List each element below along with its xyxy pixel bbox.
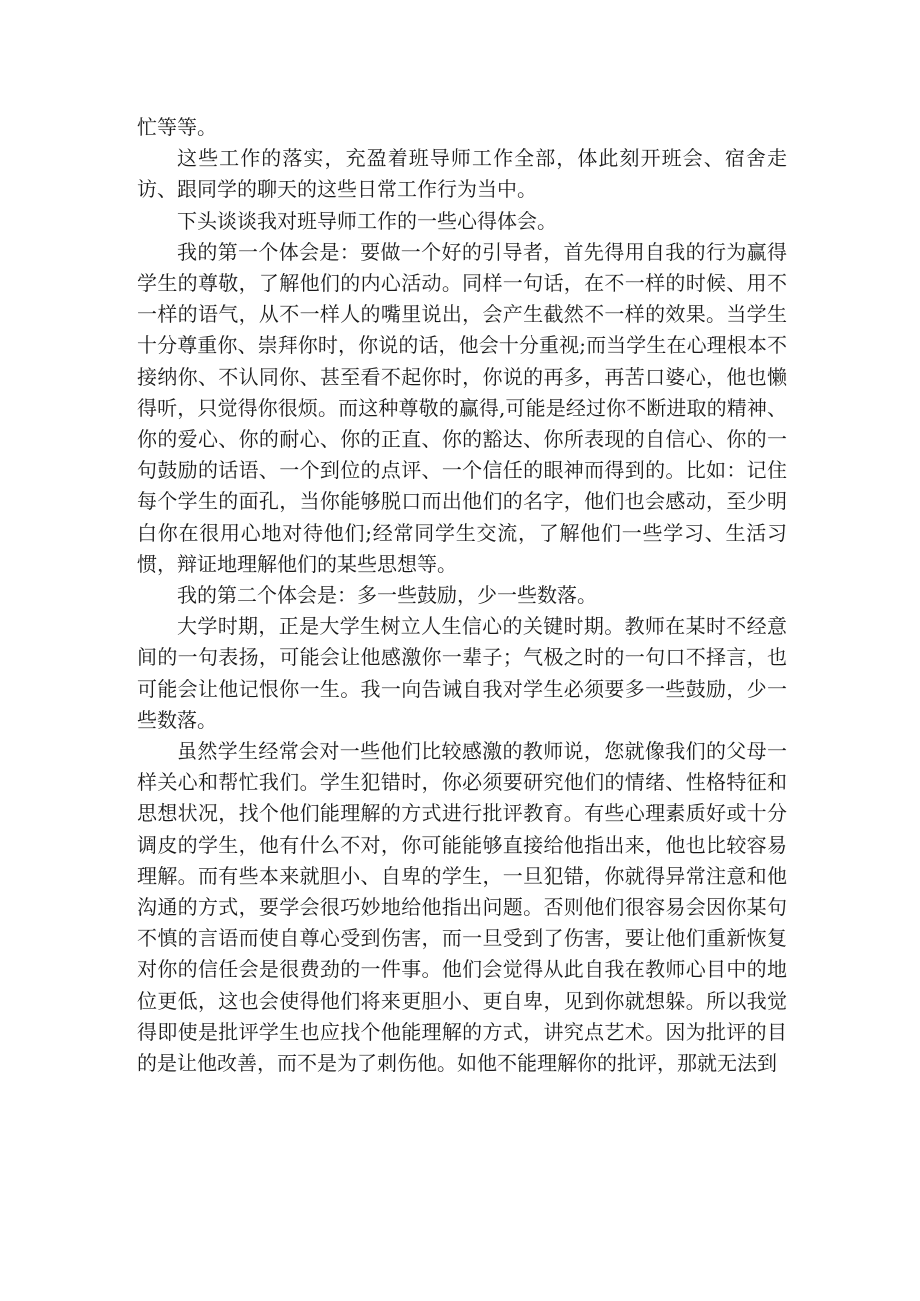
paragraph-intro-experience: 下头谈谈我对班导师工作的一些心得体会。: [177, 208, 557, 233]
paragraph-university-period: 大学时期，正是大学生树立人生信心的关键时期。教师在某时不经意间的一句表扬，可能会让他感激你一辈子；气极之时的一句口不择言，也可能会让他记恨你一生。我一向告诫自我对学生必须要多一些鼓励，少一些数落。: [137, 614, 787, 732]
paragraph-second-experience-heading: 我的第二个体会是：多一些鼓励，少一些数落。: [177, 583, 597, 608]
document-page: [137, 112, 787, 1079]
paragraph-continuation: 忙等等。: [137, 115, 217, 139]
paragraph-first-experience: 我的第一个体会是：要做一个好的引导者，首先得用自我的行为赢得学生的尊敬，了解他们的内心活动。同样一句话，在不一样的时候、用不一样的语气，从不一样人的嘴里说出，会产生截然不一样的效果。当学生十分尊重你、崇拜你时，你说的话，他会十分重视;而当学生在心理根本不接纳你、不认同你、甚至看不起你时，你说的再多，再苦口婆心，他也懒得听，只觉得你很烦。而这种尊敬的赢得,可能是经过你不断进取的精神、你的爱心、你的耐心、你的正直、你的豁达、你所表现的自信心、你的一句鼓励的话语、一个到位的点评、一个信任的眼神而得到的。比如：记住每个学生的面孔，当你能够脱口而出他们的名字，他们也会感动，至少明白你在很用心地对待他们;经常同学生交流，了解他们一些学习、生活习惯，辩证地理解他们的某些思想等。: [137, 239, 787, 576]
paragraph-criticism-method: 虽然学生经常会对一些他们比较感激的教师说，您就像我们的父母一样关心和帮忙我们。学生犯错时，你必须要研究他们的情绪、性格特征和思想状况，找个他们能理解的方式进行批评教育。有些心理素质好或十分调皮的学生，他有什么不对，你可能能够直接给他指出来，他也比较容易理解。而有些本来就胆小、自卑的学生，一旦犯错，你就得异常注意和他沟通的方式，要学会很巧妙地给他指出问题。否则他们很容易会因你某句不慎的言语而使自尊心受到伤害，而一旦受到了伤害，要让他们重新恢复对你的信任会是很费劲的一件事。他们会觉得从此自我在教师心目中的地位更低，这也会使得他们将来更胆小、更自卑，见到你就想躲。所以我觉得即使是批评学生也应找个他能理解的方式，讲究点艺术。因为批评的目的是让他改善，而不是为了刺伤他。如他不能理解你的批评，那就无法到: [137, 739, 787, 1076]
paragraph-work-implementation: 这些工作的落实，充盈着班导师工作全部，体此刻开班会、宿舍走访、跟同学的聊天的这些日常工作行为当中。: [137, 146, 787, 202]
